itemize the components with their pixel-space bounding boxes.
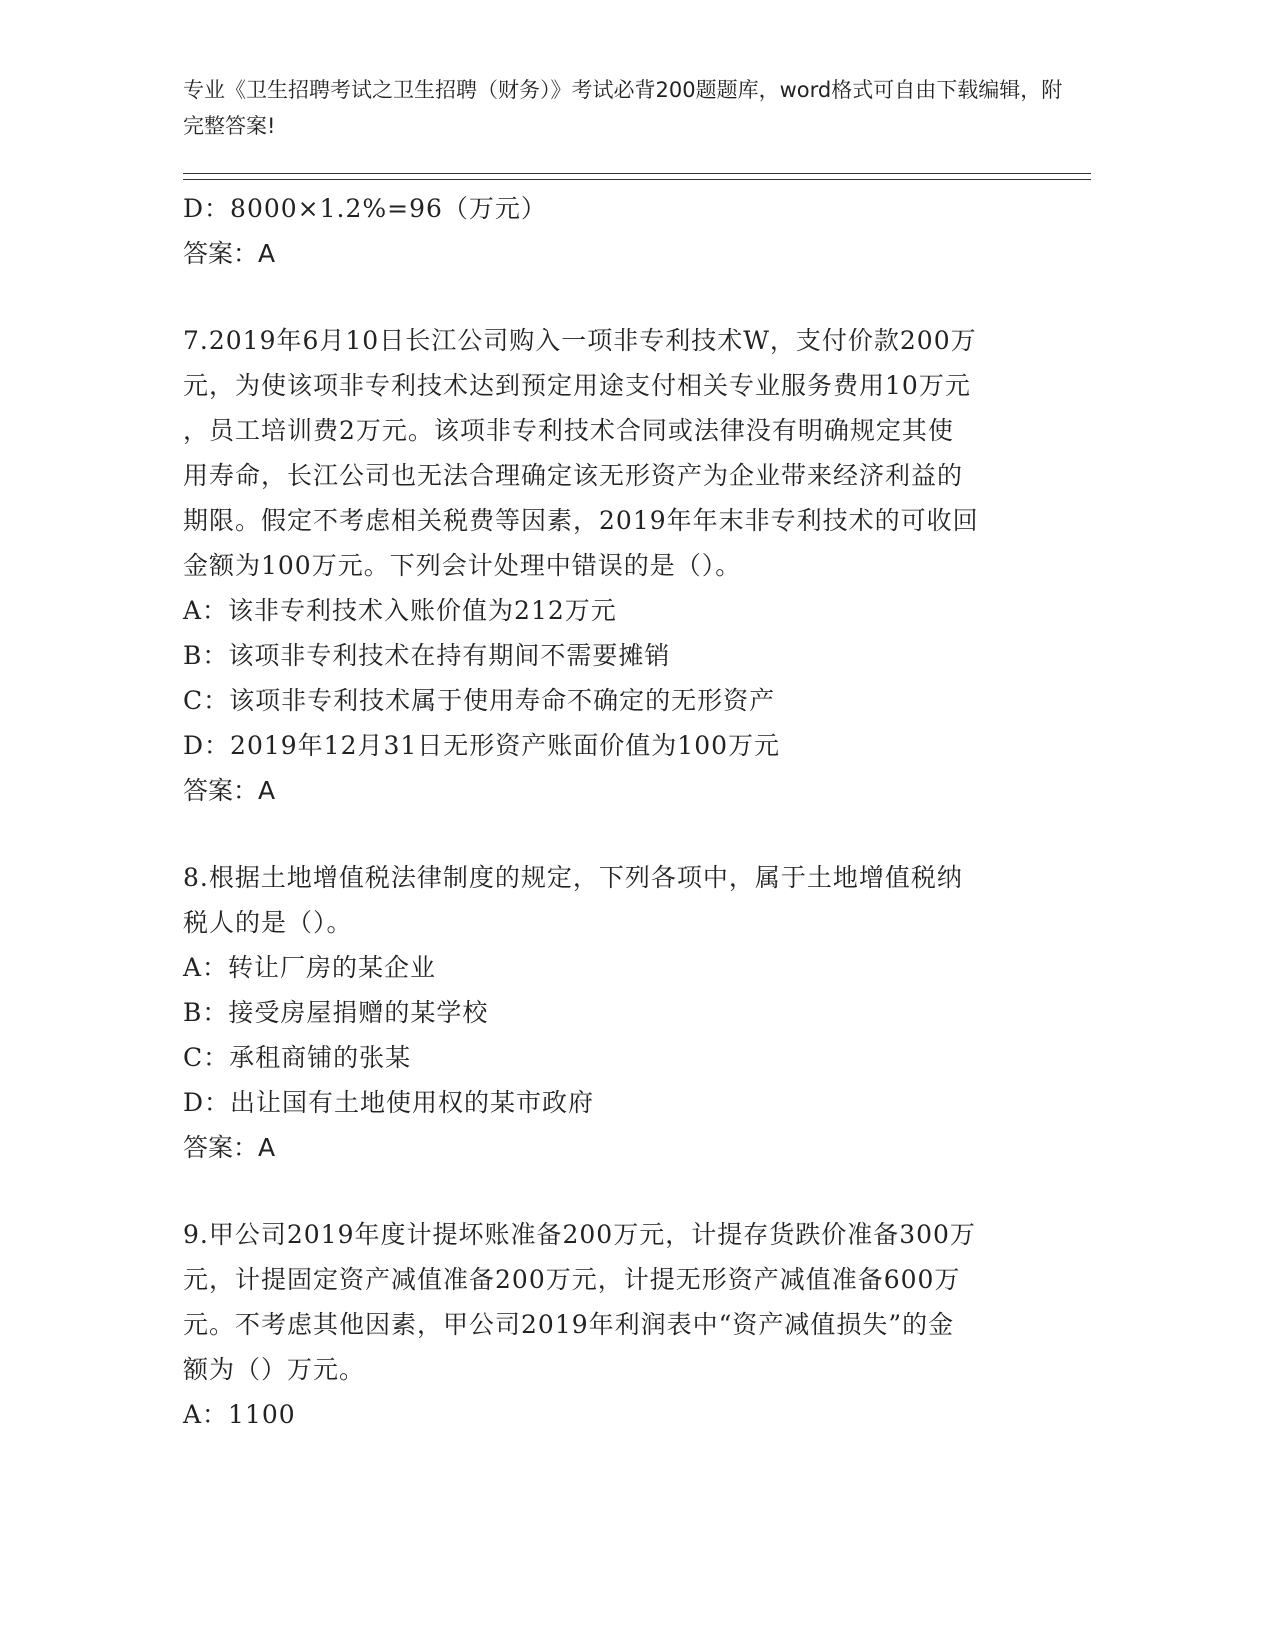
question-text-line: 8.根据土地增值税法律制度的规定，下列各项中，属于土地增值税纳 (183, 863, 963, 892)
question-9 (183, 1212, 1083, 1437)
question-text-line: 元，计提固定资产减值准备200万元，计提无形资产减值准备600万 (183, 1265, 961, 1294)
question-text-line: 用寿命，长江公司也无法合理确定该无形资产为企业带来经济利益的 (183, 461, 964, 490)
answer-line: 答案：A (183, 239, 276, 268)
question-text-line: 元，为使该项非专利技术达到预定用途支付相关专业服务费用10万元 (183, 371, 971, 400)
answer-line: 答案：A (183, 776, 276, 805)
header-divider-bottom (183, 179, 1091, 180)
question-text-line: 税人的是（）。 (183, 908, 353, 937)
question-text-line: 金额为100万元。下列会计处理中错误的是（）。 (183, 551, 742, 580)
option-a: A：该非专利技术入账价值为212万元 (183, 596, 617, 625)
option-b: B：接受房屋捐赠的某学校 (183, 998, 489, 1027)
answer-line: 答案：A (183, 1133, 276, 1162)
question-text-line: ，员工培训费2万元。该项非专利技术合同或法律没有明确规定其使 (183, 416, 954, 445)
question-text-line: 期限。假定不考虑相关税费等因素，2019年年末非专利技术的可收回 (183, 506, 979, 535)
option-d: D：2019年12月31日无形资产账面价值为100万元 (183, 731, 781, 760)
question-text-line: 元。不考虑其他因素，甲公司2019年利润表中“资产减值损失”的金 (183, 1310, 955, 1339)
question-text-line: 7.2019年6月10日长江公司购入一项非专利技术W，支付价款200万 (183, 326, 977, 355)
question-text-line: 9.甲公司2019年度计提坏账准备200万元，计提存货跌价准备300万 (183, 1220, 976, 1249)
option-c: C：该项非专利技术属于使用寿命不确定的无形资产 (183, 686, 776, 715)
question-8 (183, 855, 1083, 1170)
option-a: A：转让厂房的某企业 (183, 953, 437, 982)
question-text-line: 额为（）万元。 (183, 1355, 366, 1384)
option-d: D：出让国有土地使用权的某市政府 (183, 1088, 595, 1117)
option-a: A：1100 (183, 1400, 296, 1429)
header-divider-top (183, 173, 1091, 174)
option-c: C：承租商铺的张某 (183, 1043, 412, 1072)
question-7 (183, 318, 1083, 813)
document-body (183, 186, 1083, 1437)
option-b: B：该项非专利技术在持有期间不需要摊销 (183, 641, 671, 670)
document-header: 专业《卫生招聘考试之卫生招聘（财务）》考试必背200题题库，word格式可自由下载编辑，附完整答案! (183, 78, 1063, 138)
option-d-fragment: D：8000×1.2%=96（万元） (183, 194, 547, 223)
